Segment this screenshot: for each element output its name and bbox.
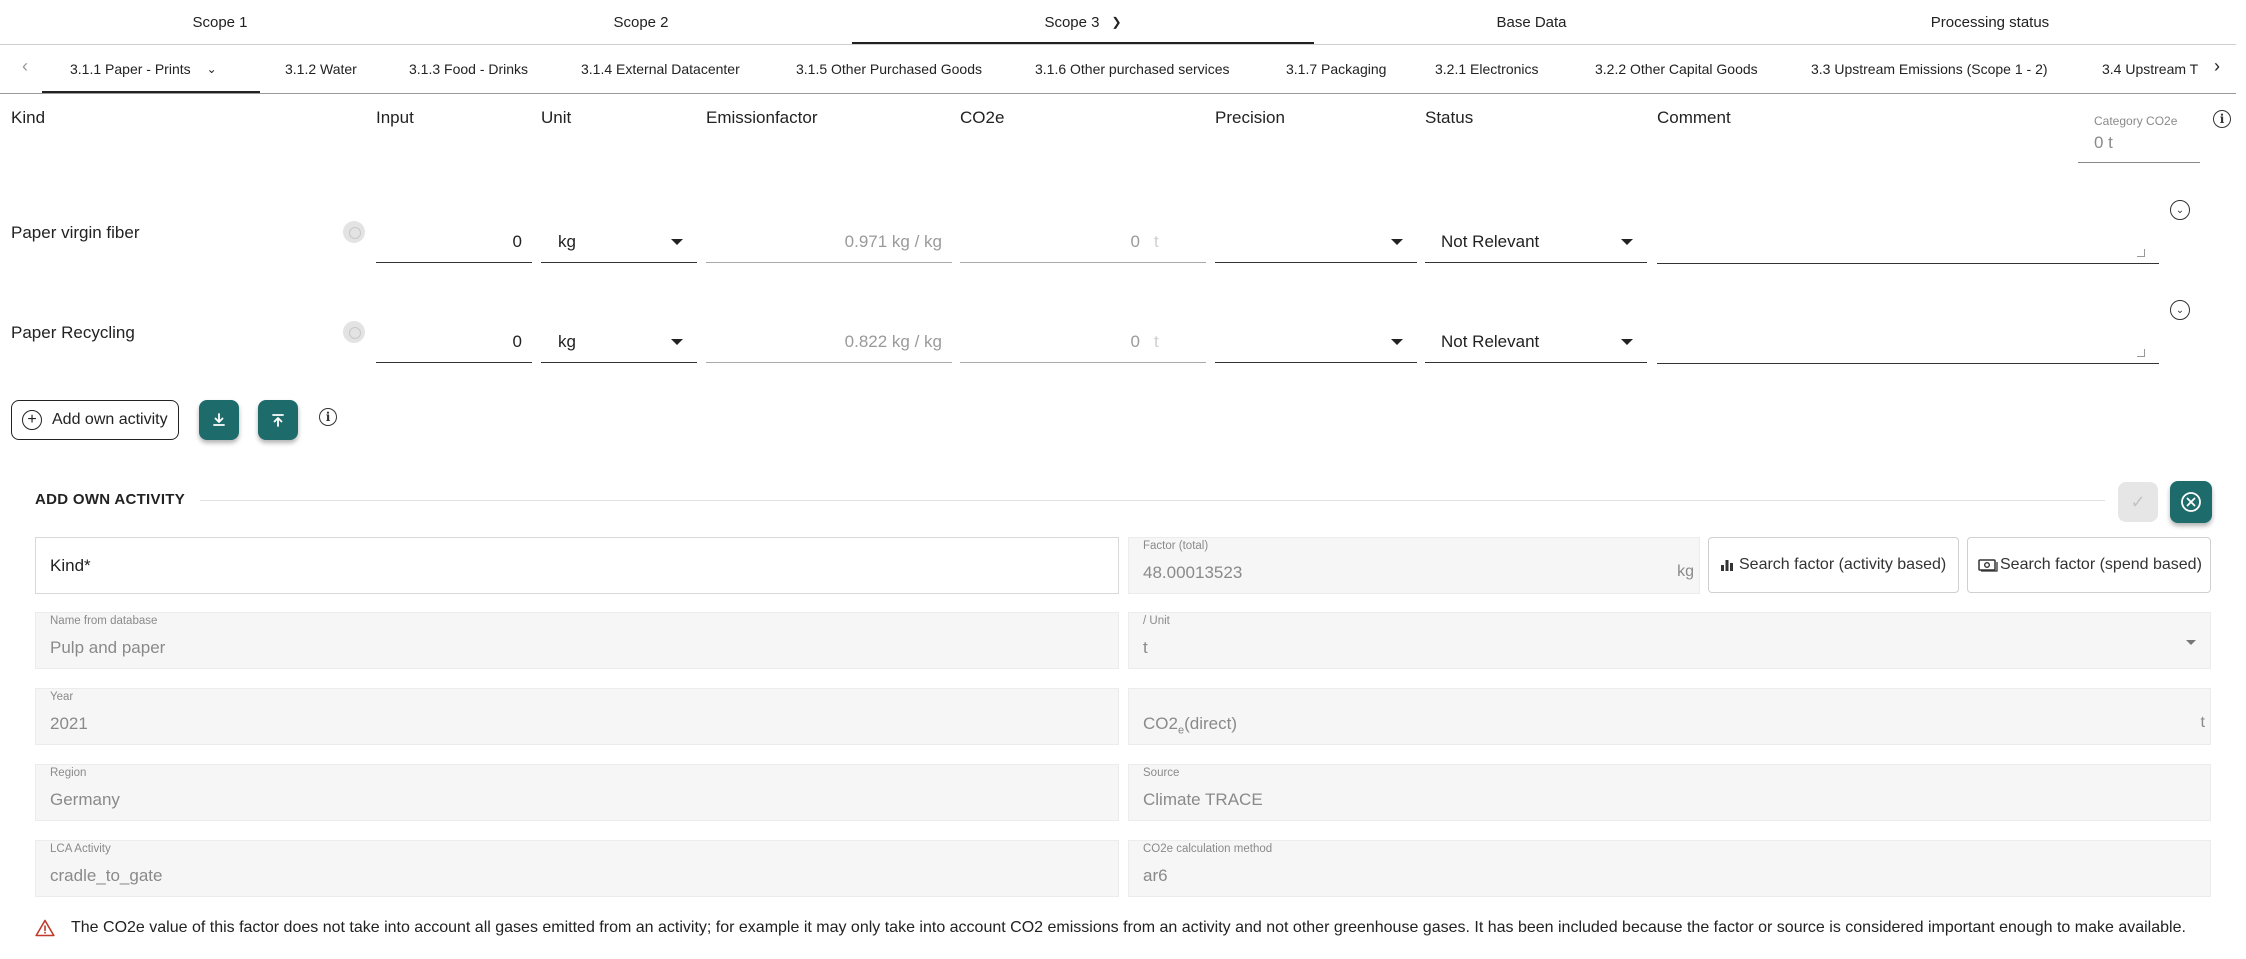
year-field <box>35 688 1119 745</box>
co2e-field <box>960 321 1206 363</box>
tab-label: Scope 3 <box>1044 13 1100 31</box>
co2e-direct-subscript: e <box>1177 724 1185 737</box>
factor-total-unit: kg <box>1677 563 1694 580</box>
subtab-label: 3.1.1 Paper - Prints <box>70 61 191 77</box>
calculation-method-value: ar6 <box>1143 866 1168 885</box>
subtab-electronics[interactable] <box>1435 45 1539 93</box>
subtab-label: 3.3 Upstream Emissions (Scope 1 - 2) <box>1811 61 2048 77</box>
header-status: Status <box>1425 108 1474 127</box>
header-input: Input <box>376 108 414 127</box>
emissionfactor-field <box>706 221 952 263</box>
co2e-direct-label <box>1143 714 1237 736</box>
download-icon <box>211 412 227 428</box>
input-value: 0 <box>512 331 522 351</box>
comment-textarea[interactable] <box>1657 321 2159 364</box>
subtab-label: 3.1.2 Water <box>285 61 357 77</box>
status-value: Not Relevant <box>1441 231 1540 251</box>
row-kind: Paper Recycling <box>11 323 135 342</box>
header-comment: Comment <box>1657 108 1731 127</box>
bar-chart-icon <box>1719 557 1735 573</box>
info-icon[interactable]: i <box>2213 110 2231 128</box>
name-from-database-field <box>35 612 1119 669</box>
region-value: Germany <box>50 790 120 809</box>
per-unit-select[interactable] <box>1128 612 2211 669</box>
panel-divider <box>200 500 2105 501</box>
per-unit-value: t <box>1143 638 1148 657</box>
unit-select[interactable] <box>541 321 697 363</box>
subtab-food-drinks[interactable] <box>409 45 528 93</box>
subtab-upstream-transport[interactable] <box>2102 45 2210 93</box>
header-precision: Precision <box>1215 108 1285 127</box>
download-button[interactable] <box>199 400 239 440</box>
dropdown-caret-icon <box>2186 640 2196 645</box>
emissionfactor-field <box>706 321 952 363</box>
upload-button[interactable] <box>258 400 298 440</box>
unit-select[interactable] <box>541 221 697 263</box>
co2e-unit: t <box>1154 231 1159 251</box>
search-factor-activity-label: Search factor (activity based) <box>1739 556 1947 573</box>
lca-activity-label: LCA Activity <box>50 843 111 855</box>
precision-select[interactable] <box>1215 321 1417 363</box>
kind-placeholder: Kind* <box>50 556 91 575</box>
per-unit-label: / Unit <box>1143 615 1170 627</box>
co2e-field <box>960 221 1206 263</box>
co2e-direct-unit: t <box>2200 714 2205 731</box>
co2e-direct-prefix: CO2 <box>1143 714 1178 733</box>
row-kind: Paper virgin fiber <box>11 223 140 242</box>
subtabs-divider <box>0 93 2236 94</box>
subtab-other-purchased-goods[interactable] <box>796 45 982 93</box>
factor-total-value: 48.00013523 <box>1143 563 1243 582</box>
subtab-label: 3.2.2 Other Capital Goods <box>1595 61 1758 77</box>
search-factor-spend-button[interactable] <box>1967 537 2211 593</box>
factor-total-field <box>1128 537 1700 594</box>
input-value: 0 <box>512 231 522 251</box>
region-field <box>35 764 1119 821</box>
chevron-down-icon: ⌄ <box>206 62 217 76</box>
expand-row-icon[interactable]: ⌄ <box>2170 300 2190 320</box>
activity-toggle-icon[interactable] <box>343 221 365 243</box>
chevron-left-icon[interactable]: ‹ <box>22 56 28 76</box>
tab-label: Scope 2 <box>613 13 669 31</box>
warning-message <box>35 919 2186 937</box>
co2e-value: 0 <box>1130 231 1140 251</box>
category-co2e-value: 0 t <box>2094 133 2113 152</box>
panel-title: ADD OWN ACTIVITY <box>35 491 186 508</box>
warning-icon <box>35 919 55 937</box>
search-factor-activity-button[interactable] <box>1708 537 1959 593</box>
co2e-unit: t <box>1154 331 1159 351</box>
subtab-external-datacenter[interactable] <box>581 45 740 93</box>
tab-scope-1[interactable] <box>0 0 440 44</box>
confirm-button[interactable] <box>2118 482 2158 522</box>
expand-row-icon[interactable]: ⌄ <box>2170 200 2190 220</box>
calculation-method-field <box>1128 840 2211 897</box>
resize-handle-icon[interactable] <box>2137 349 2145 357</box>
precision-select[interactable] <box>1215 221 1417 263</box>
category-co2e <box>2078 108 2200 163</box>
tab-scope-2[interactable] <box>421 0 861 44</box>
activity-toggle-icon[interactable] <box>343 321 365 343</box>
chevron-right-icon[interactable]: › <box>2214 56 2220 76</box>
subtab-label: 3.1.5 Other Purchased Goods <box>796 61 982 77</box>
subtab-other-purchased-services[interactable] <box>1035 45 1230 93</box>
search-factor-spend-label: Search factor (spend based) <box>2000 556 2202 573</box>
co2e-direct-field[interactable] <box>1128 688 2211 745</box>
lca-activity-field <box>35 840 1119 897</box>
upload-icon <box>270 412 286 428</box>
subtab-label: 3.1.3 Food - Drinks <box>409 61 529 77</box>
subtab-label: 3.4 Upstream T <box>2102 61 2199 77</box>
subtab-upstream-emissions[interactable] <box>1811 45 2048 93</box>
header-kind: Kind <box>11 108 46 127</box>
tab-label: Processing status <box>1930 13 2050 31</box>
plus-circle-icon: + <box>22 410 42 430</box>
emissionfactor-value: 0.822 kg / kg <box>844 331 942 351</box>
subtab-paper-prints[interactable] <box>70 45 217 93</box>
close-icon <box>2180 491 2202 513</box>
subtab-other-capital-goods[interactable] <box>1595 45 1758 93</box>
calculation-method-label: CO2e calculation method <box>1143 843 1273 855</box>
subtab-water[interactable] <box>285 45 357 93</box>
source-label: Source <box>1143 767 1180 779</box>
co2e-direct-suffix: (direct) <box>1184 714 1237 733</box>
dropdown-caret-icon <box>671 239 683 245</box>
name-from-database-label: Name from database <box>50 615 158 627</box>
status-select[interactable] <box>1425 221 1647 263</box>
input-field[interactable] <box>376 321 532 363</box>
info-icon[interactable]: i <box>319 408 337 426</box>
subtab-label: 3.1.7 Packaging <box>1286 61 1387 77</box>
dropdown-caret-icon <box>1621 239 1633 245</box>
category-co2e-label: Category CO2e <box>2094 114 2178 128</box>
tab-base-data[interactable] <box>1314 0 1749 44</box>
header-emissionfactor: Emissionfactor <box>706 108 818 127</box>
unit-value: kg <box>558 231 576 251</box>
subtab-label: 3.2.1 Electronics <box>1435 61 1539 77</box>
comment-textarea[interactable] <box>1657 221 2159 264</box>
region-label: Region <box>50 767 87 779</box>
status-value: Not Relevant <box>1441 331 1540 351</box>
check-icon: ✓ <box>2130 491 2146 512</box>
subtab-label: 3.1.4 External Datacenter <box>581 61 740 77</box>
dropdown-caret-icon <box>1621 339 1633 345</box>
add-own-activity-label: Add own activity <box>52 411 168 428</box>
tab-scope-3[interactable] <box>852 0 1314 44</box>
year-label: Year <box>50 691 74 703</box>
input-field[interactable] <box>376 221 532 263</box>
factor-total-label: Factor (total) <box>1143 540 1209 552</box>
co2e-value: 0 <box>1130 331 1140 351</box>
dropdown-caret-icon <box>1391 339 1403 345</box>
subtab-label: 3.1.6 Other purchased services <box>1035 61 1230 77</box>
source-value: Climate TRACE <box>1143 790 1263 809</box>
dropdown-caret-icon <box>1391 239 1403 245</box>
header-unit: Unit <box>541 108 572 127</box>
subtab-packaging[interactable] <box>1286 45 1386 93</box>
unit-value: kg <box>558 331 576 351</box>
close-button[interactable] <box>2170 481 2212 523</box>
resize-handle-icon[interactable] <box>2137 249 2145 257</box>
kind-input[interactable] <box>35 537 1119 594</box>
status-select[interactable] <box>1425 321 1647 363</box>
warning-text: The CO2e value of this factor does not take into account all gases emitted from an activity; for example it may only take into account CO2 emissions from an activity and not other greenhouse gases. It has been included because the factor or source is considered important enough to make available. <box>71 919 2186 936</box>
add-own-activity-button[interactable] <box>11 400 179 440</box>
source-field <box>1128 764 2211 821</box>
chevron-down-icon: ❯ <box>1111 15 1122 29</box>
name-from-database-value: Pulp and paper <box>50 638 166 657</box>
tab-label: Scope 1 <box>192 13 248 31</box>
money-icon <box>1978 558 1998 572</box>
tab-processing-status[interactable] <box>1759 0 2221 44</box>
dropdown-caret-icon <box>671 339 683 345</box>
header-co2e: CO2e <box>960 108 1005 127</box>
tab-label: Base Data <box>1496 13 1567 31</box>
year-value: 2021 <box>50 714 88 733</box>
emissionfactor-value: 0.971 kg / kg <box>844 231 942 251</box>
lca-activity-value: cradle_to_gate <box>50 866 163 885</box>
